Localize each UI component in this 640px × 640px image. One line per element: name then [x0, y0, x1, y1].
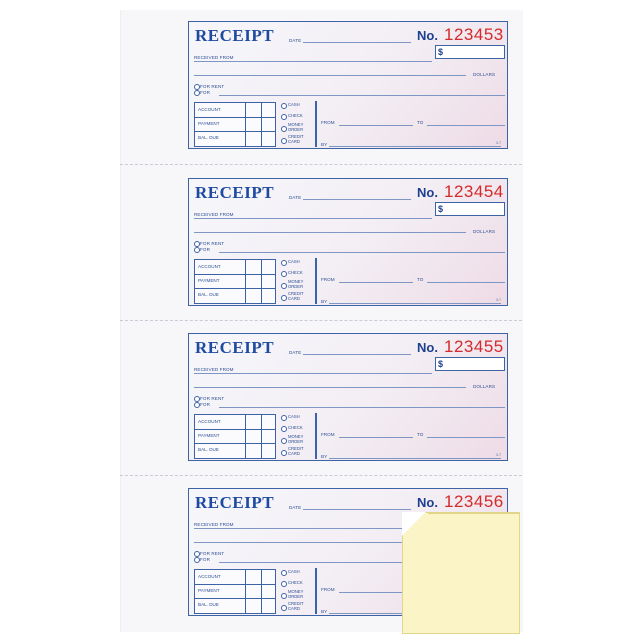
- number-label: No.: [417, 340, 438, 355]
- payment-label: PAYMENT: [198, 278, 220, 283]
- credit-card-label: CREDIT CARD: [288, 291, 304, 301]
- received-from-field[interactable]: [194, 528, 432, 529]
- date-field[interactable]: [303, 199, 411, 200]
- payment-label: PAYMENT: [198, 588, 220, 593]
- for-rent-label: FOR RENT: [200, 551, 225, 556]
- form-code: 3-7: [496, 298, 502, 302]
- receipt-number: 123453: [444, 25, 504, 44]
- cash-checkbox[interactable]: [281, 415, 287, 421]
- dollar-sign: $: [438, 359, 444, 369]
- check-label: CHECK: [288, 580, 303, 585]
- for-label: FOR: [200, 247, 210, 252]
- table-col-divider: [245, 260, 246, 303]
- money-order-checkbox[interactable]: [281, 438, 287, 444]
- credit-card-label: CREDIT CARD: [288, 601, 304, 611]
- table-col-divider: [261, 260, 262, 303]
- dollars-label: DOLLARS: [473, 229, 496, 234]
- for-field[interactable]: [219, 252, 505, 253]
- from-field[interactable]: [339, 125, 413, 126]
- credit-card-checkbox[interactable]: [281, 605, 287, 611]
- dollars-label: DOLLARS: [473, 72, 496, 77]
- perforation-line: [120, 475, 522, 476]
- section-divider: [315, 101, 317, 147]
- yellow-copy-sheet: [402, 512, 520, 634]
- dollar-sign: $: [438, 204, 444, 214]
- by-field[interactable]: [329, 146, 501, 147]
- date-label: DATE: [289, 350, 302, 355]
- bal-due-label: BAL. DUE: [198, 447, 219, 452]
- table-row-divider: [195, 598, 275, 599]
- table-col-divider: [245, 570, 246, 613]
- table-row-divider: [195, 117, 275, 118]
- table-row-divider: [195, 274, 275, 275]
- received-from-field[interactable]: [194, 61, 432, 62]
- number-label: No.: [417, 28, 438, 43]
- receipt-form: [188, 178, 508, 306]
- by-label: BY: [321, 609, 328, 614]
- receipt-form: [188, 333, 508, 461]
- cash-checkbox[interactable]: [281, 260, 287, 266]
- credit-card-label: CREDIT CARD: [288, 446, 304, 456]
- from-label: FROM: [321, 120, 335, 125]
- for-label: FOR: [200, 90, 210, 95]
- from-field[interactable]: [339, 592, 413, 593]
- money-order-checkbox[interactable]: [281, 593, 287, 599]
- for-rent-label: FOR RENT: [200, 84, 225, 89]
- form-code: 3-7: [496, 453, 502, 457]
- for-field[interactable]: [219, 407, 505, 408]
- received-from-label: RECEIVED FROM: [194, 212, 234, 217]
- for-rent-label: FOR RENT: [200, 396, 225, 401]
- receipt-form: [188, 21, 508, 149]
- check-checkbox[interactable]: [281, 114, 287, 120]
- to-label: TO: [417, 277, 424, 282]
- credit-card-checkbox[interactable]: [281, 295, 287, 301]
- receipt-number: 123454: [444, 182, 504, 201]
- payment-label: PAYMENT: [198, 121, 220, 126]
- check-checkbox[interactable]: [281, 426, 287, 432]
- cash-label: CASH: [288, 259, 300, 264]
- money-order-checkbox[interactable]: [281, 283, 287, 289]
- for-label: FOR: [200, 557, 210, 562]
- dollars-label: DOLLARS: [473, 384, 496, 389]
- by-field[interactable]: [329, 303, 501, 304]
- received-from-label: RECEIVED FROM: [194, 367, 234, 372]
- receipt-title: RECEIPT: [195, 26, 275, 45]
- from-label: FROM: [321, 277, 335, 282]
- received-from-label: RECEIVED FROM: [194, 55, 234, 60]
- amount-field[interactable]: [435, 202, 505, 216]
- date-label: DATE: [289, 505, 302, 510]
- money-order-label: MONEY ORDER: [288, 589, 304, 599]
- to-field[interactable]: [427, 125, 505, 126]
- bal-due-label: BAL. DUE: [198, 292, 219, 297]
- credit-card-checkbox[interactable]: [281, 450, 287, 456]
- amount-words-field[interactable]: [194, 387, 466, 388]
- received-from-field[interactable]: [194, 218, 432, 219]
- check-checkbox[interactable]: [281, 581, 287, 587]
- receipt-title: RECEIPT: [195, 493, 275, 512]
- receipt-number: 123456: [444, 492, 504, 511]
- amount-field[interactable]: [435, 357, 505, 371]
- account-table: [194, 259, 276, 304]
- money-order-label: MONEY ORDER: [288, 122, 304, 132]
- check-label: CHECK: [288, 270, 303, 275]
- perforation-line: [120, 164, 522, 165]
- from-label: FROM: [321, 432, 335, 437]
- date-field[interactable]: [303, 509, 411, 510]
- section-divider: [315, 413, 317, 459]
- money-order-label: MONEY ORDER: [288, 279, 304, 289]
- table-col-divider: [261, 415, 262, 458]
- received-from-field[interactable]: [194, 373, 432, 374]
- table-row-divider: [195, 131, 275, 132]
- date-label: DATE: [289, 38, 302, 43]
- credit-card-checkbox[interactable]: [281, 138, 287, 144]
- from-field[interactable]: [339, 437, 413, 438]
- payment-label: PAYMENT: [198, 433, 220, 438]
- table-col-divider: [261, 103, 262, 146]
- amount-field[interactable]: [435, 45, 505, 59]
- table-col-divider: [245, 415, 246, 458]
- by-label: BY: [321, 299, 328, 304]
- money-order-label: MONEY ORDER: [288, 434, 304, 444]
- number-label: No.: [417, 185, 438, 200]
- number-label: No.: [417, 495, 438, 510]
- receipt-title: RECEIPT: [195, 338, 275, 357]
- cash-checkbox[interactable]: [281, 103, 287, 109]
- check-label: CHECK: [288, 113, 303, 118]
- cash-checkbox[interactable]: [281, 570, 287, 576]
- to-label: TO: [417, 432, 424, 437]
- for-rent-label: FOR RENT: [200, 241, 225, 246]
- bal-due-label: BAL. DUE: [198, 135, 219, 140]
- for-field[interactable]: [219, 95, 505, 96]
- account-label: ACCOUNT: [198, 264, 221, 269]
- table-col-divider: [245, 103, 246, 146]
- form-code: 3-7: [496, 141, 502, 145]
- from-field[interactable]: [339, 282, 413, 283]
- account-table: [194, 102, 276, 147]
- table-row-divider: [195, 584, 275, 585]
- account-label: ACCOUNT: [198, 107, 221, 112]
- cash-label: CASH: [288, 102, 300, 107]
- date-field[interactable]: [303, 354, 411, 355]
- bal-due-label: BAL. DUE: [198, 602, 219, 607]
- account-table: [194, 569, 276, 614]
- account-table: [194, 414, 276, 459]
- cash-label: CASH: [288, 569, 300, 574]
- account-label: ACCOUNT: [198, 574, 221, 579]
- copy-sheet-edge: [428, 513, 520, 514]
- check-checkbox[interactable]: [281, 271, 287, 277]
- money-order-checkbox[interactable]: [281, 126, 287, 132]
- credit-card-label: CREDIT CARD: [288, 134, 304, 144]
- receipt-title: RECEIPT: [195, 183, 275, 202]
- table-row-divider: [195, 443, 275, 444]
- account-label: ACCOUNT: [198, 419, 221, 424]
- table-col-divider: [261, 570, 262, 613]
- for-label: FOR: [200, 402, 210, 407]
- section-divider: [315, 258, 317, 304]
- dollar-sign: $: [438, 47, 444, 57]
- amount-words-field[interactable]: [194, 232, 466, 233]
- section-divider: [315, 568, 317, 614]
- table-row-divider: [195, 429, 275, 430]
- by-field[interactable]: [329, 458, 501, 459]
- by-label: BY: [321, 454, 328, 459]
- amount-words-field[interactable]: [194, 75, 466, 76]
- perforation-line: [120, 320, 522, 321]
- to-label: TO: [417, 120, 424, 125]
- receipt-number: 123455: [444, 337, 504, 356]
- date-field[interactable]: [303, 42, 411, 43]
- check-label: CHECK: [288, 425, 303, 430]
- to-field[interactable]: [427, 437, 505, 438]
- from-label: FROM: [321, 587, 335, 592]
- date-label: DATE: [289, 195, 302, 200]
- by-label: BY: [321, 142, 328, 147]
- cash-label: CASH: [288, 414, 300, 419]
- to-field[interactable]: [427, 282, 505, 283]
- table-row-divider: [195, 288, 275, 289]
- received-from-label: RECEIVED FROM: [194, 522, 234, 527]
